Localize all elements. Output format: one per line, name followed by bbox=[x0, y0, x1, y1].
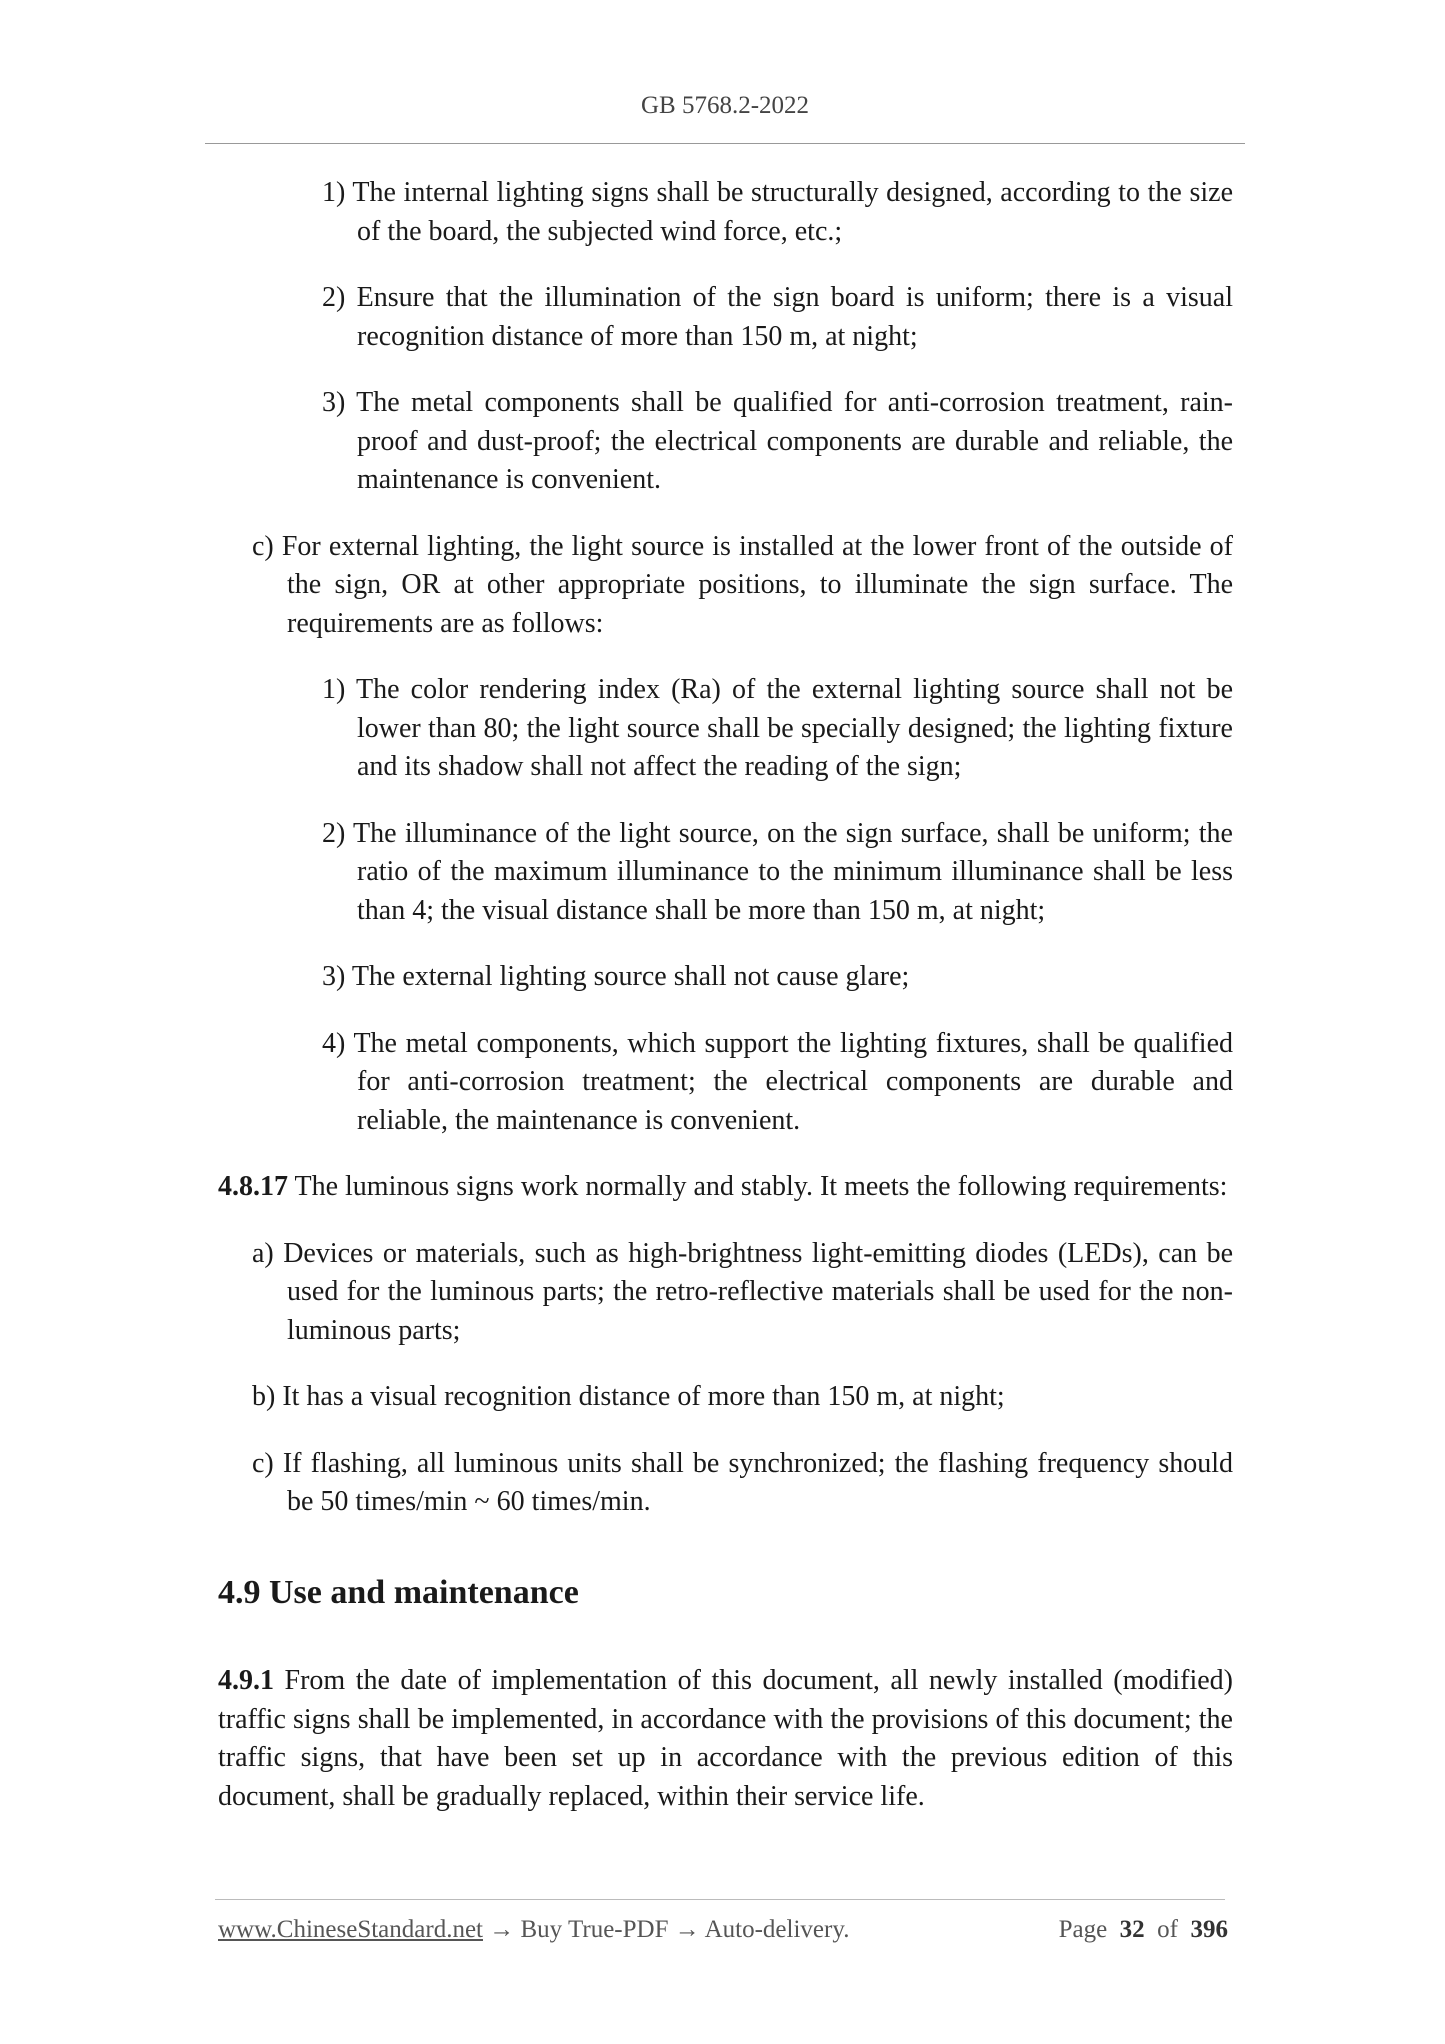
list-item: 3) The external lighting source shall not cause glare; bbox=[322, 961, 910, 992]
clause-number: 4.9.1 bbox=[218, 1665, 274, 1696]
total-pages: 396 bbox=[1190, 1916, 1228, 1943]
list-item: a) Devices or materials, such as high-brightness light-emitting diodes (LEDs), can be used for the luminous parts; the retro-reflective materials shall be used for the non-luminous parts; bbox=[252, 1237, 1233, 1346]
footer-divider bbox=[215, 1899, 1225, 1900]
list-item: 3) The metal components shall be qualified for anti-corrosion treatment, rain-proof and dust-proof; the electrical components are durable and reliable, the maintenance is convenient. bbox=[322, 387, 1233, 495]
list-item: 1) The internal lighting signs shall be structurally designed, according to the size of the board, the subjected wind force, etc.; bbox=[322, 177, 1233, 247]
header-divider bbox=[205, 143, 1245, 144]
page-label: Page bbox=[1058, 1916, 1108, 1943]
clause-text: From the date of implementation of this document, all newly installed (modified) traffic signs shall be implemented, in accordance with the provisions of this document; the traffic signs, that have been set up in accordance with the previous edition of this document, shall be gradually replaced, within their service life. bbox=[218, 1665, 1233, 1812]
list-item: b) It has a visual recognition distance of more than 150 m, at night; bbox=[252, 1381, 1005, 1412]
footer-tagline: → Buy True-PDF → Auto-delivery. bbox=[483, 1916, 850, 1943]
page-number bbox=[1059, 1916, 1228, 1944]
list-item: 1) The color rendering index (Ra) of the external lighting source shall not be lower than 80; the light source shall be specially designed; the lighting fixture and its shadow shall not affect the reading of the sign; bbox=[322, 674, 1233, 782]
document-body bbox=[218, 174, 1233, 1816]
list-item: 4) The metal components, which support the lighting fixtures, shall be qualified for anti-corrosion treatment; the electrical components are durable and reliable, the maintenance is convenient. bbox=[322, 1027, 1233, 1136]
clause-4-8-17 bbox=[218, 1168, 1233, 1207]
list-item: 2) The illuminance of the light source, on the sign surface, shall be uniform; the ratio of the maximum illuminance to the minimum illuminance shall be less than 4; the visual distance shall be more than 150 m, at night; bbox=[322, 817, 1233, 926]
current-page: 32 bbox=[1119, 1916, 1145, 1943]
of-label: of bbox=[1157, 1916, 1178, 1943]
page-header-title: GB 5768.2-2022 bbox=[640, 92, 810, 119]
list-item: c) For external lighting, the light source is installed at the lower front of the outside of the sign, OR at other appropriate positions, to illuminate the sign surface. The requirements are as follows: bbox=[252, 530, 1233, 639]
section-heading: 4.9 Use and maintenance bbox=[218, 1573, 579, 1611]
clause-text: The luminous signs work normally and stably. It meets the following requirements: bbox=[288, 1171, 1228, 1202]
list-item: c) If flashing, all luminous units shall be synchronized; the flashing frequency should be 50 times/min ~ 60 times/min. bbox=[252, 1447, 1233, 1517]
clause-4-9-1 bbox=[218, 1662, 1233, 1816]
footer-promo bbox=[218, 1916, 849, 1944]
site-link[interactable]: www.ChineseStandard.net bbox=[218, 1916, 483, 1943]
clause-number: 4.8.17 bbox=[218, 1171, 288, 1202]
list-item: 2) Ensure that the illumination of the sign board is uniform; there is a visual recognition distance of more than 150 m, at night; bbox=[322, 282, 1233, 352]
